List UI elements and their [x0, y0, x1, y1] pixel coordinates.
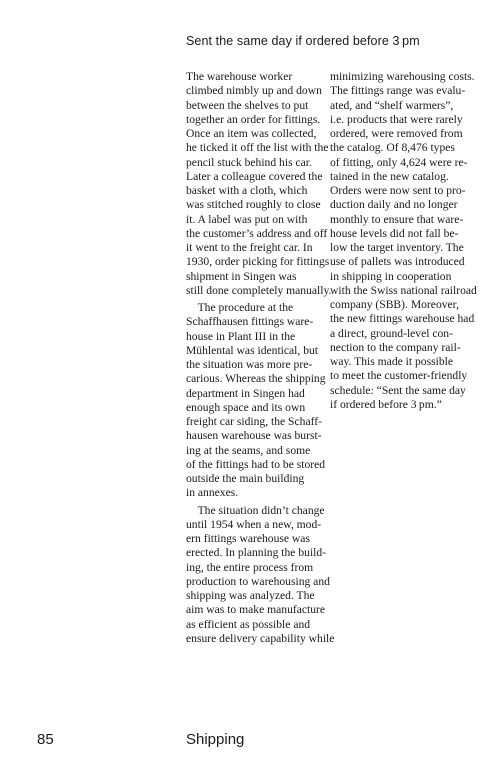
text-line: use of pallets was introduced — [330, 255, 465, 269]
text-line: The fittings range was evalu- — [330, 84, 466, 98]
text-line: ensure delivery capability while — [186, 631, 335, 645]
text-line: The warehouse worker — [186, 70, 293, 83]
text-line: house levels did not fall be- — [330, 226, 459, 240]
page-number: 85 — [37, 731, 54, 748]
text-line: of fitting, only 4,624 were re- — [330, 155, 468, 169]
text-line: as efficient as possible and — [186, 617, 311, 631]
text-line: climbed nimbly up and down — [186, 84, 322, 98]
text-line: shipment in Singen was — [186, 269, 297, 283]
text-line: if ordered before 3 pm.” — [330, 397, 442, 411]
text-line: minimizing warehousing costs. — [330, 70, 475, 83]
text-line: ing, the entire process from — [186, 560, 314, 574]
text-line: monthly to ensure that ware- — [330, 212, 464, 226]
text-line: the customer’s address and off — [186, 226, 328, 240]
text-line: low the target inventory. The — [330, 241, 464, 254]
text-line: aim was to make manufacture — [186, 603, 326, 617]
text-line: ated, and “shelf warmers”, — [330, 98, 454, 112]
text-line: ern fittings warehouse was — [186, 532, 310, 545]
text-line: he ticked it off the list with the — [186, 141, 329, 155]
text-line: The situation didn’t change — [186, 503, 325, 517]
text-line: way. This made it possible — [330, 355, 454, 368]
text-line: the new fittings warehouse had — [330, 312, 475, 326]
text-line: of the fittings had to be stored — [186, 457, 326, 471]
text-line: with the Swiss national railroad — [330, 283, 477, 297]
text-line: in annexes. — [186, 486, 239, 500]
text-line: to meet the customer-friendly — [330, 369, 468, 383]
text-line: department in Singen had — [186, 386, 305, 400]
paragraph — [330, 70, 477, 412]
paragraph — [186, 301, 326, 501]
text-line: Orders were now sent to pro- — [330, 184, 466, 197]
text-line: a direct, ground-level con- — [330, 326, 453, 340]
text-line: was stitched roughly to close — [186, 198, 321, 212]
text-line: i.e. products that were rarely — [330, 112, 463, 126]
text-line: erected. In planning the build- — [186, 546, 327, 560]
text-line: company (SBB). Moreover, — [330, 298, 459, 311]
section-title: Shipping — [186, 731, 245, 748]
running-head: Sent the same day if ordered before 3 pm — [186, 34, 420, 48]
text-line: hausen warehouse was burst- — [186, 429, 322, 443]
text-line: the catalog. Of 8,476 types — [330, 141, 455, 155]
text-line: tained in the new catalog. — [330, 169, 449, 183]
text-line: nection to the company rail- — [330, 340, 461, 354]
text-line: together an order for fittings. — [186, 112, 321, 126]
text-line: still done completely manually. — [186, 283, 332, 297]
text-line: schedule: “Sent the same day — [330, 383, 466, 397]
text-line: ordered, were removed from — [330, 127, 463, 140]
text-line: carious. Whereas the shipping — [186, 372, 326, 386]
text-line: basket with a cloth, which — [186, 184, 308, 197]
text-line: the situation was more pre- — [186, 358, 313, 371]
text-line: in shipping in cooperation — [330, 269, 452, 283]
text-line: it. A label was put on with — [186, 212, 308, 226]
text-line: pencil stuck behind his car. — [186, 155, 312, 169]
text-line: enough space and its own — [186, 400, 306, 414]
text-line: it went to the freight car. In — [186, 241, 313, 254]
text-column-right — [330, 70, 477, 412]
text-line: duction daily and no longer — [330, 198, 458, 212]
text-column-left — [186, 70, 335, 646]
text-line: Schaffhausen fittings ware- — [186, 315, 314, 329]
text-line: between the shelves to put — [186, 98, 309, 112]
text-line: until 1954 when a new, mod- — [186, 517, 322, 531]
text-line: 1930, order picking for fittings — [186, 255, 330, 269]
text-line: Later a colleague covered the — [186, 169, 323, 183]
text-line: Mühlental was identical, but — [186, 343, 319, 357]
text-line: ing at the seams, and some — [186, 443, 311, 457]
text-line: shipping was analyzed. The — [186, 589, 315, 602]
text-line: outside the main building — [186, 472, 305, 485]
text-line: Once an item was collected, — [186, 127, 317, 140]
text-line: The procedure at the — [186, 301, 294, 314]
text-line: house in Plant III in the — [186, 329, 296, 343]
text-line: production to warehousing and — [186, 574, 330, 588]
text-line: freight car siding, the Schaff- — [186, 415, 322, 428]
paragraph — [186, 503, 335, 647]
paragraph — [186, 70, 332, 298]
